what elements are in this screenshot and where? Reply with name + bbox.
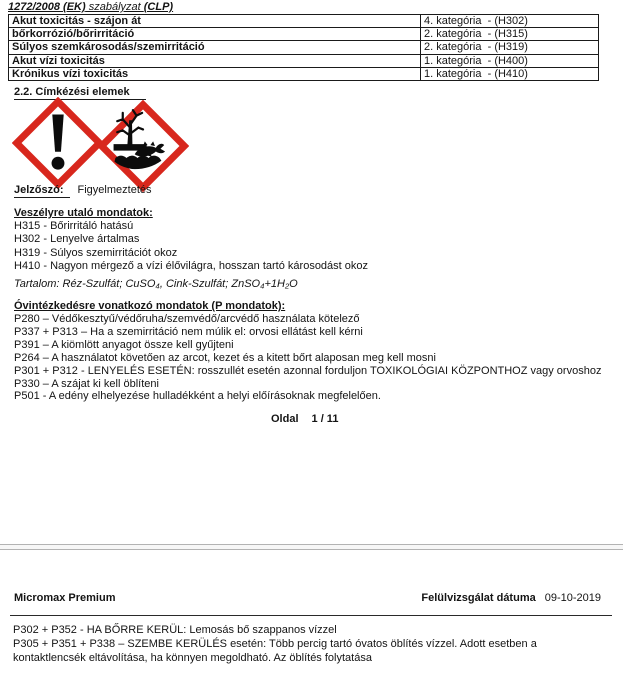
hazard-class-cell: Akut toxicitás - szájon át <box>9 15 421 28</box>
regulation-title-part: szabályzat <box>85 1 144 13</box>
ghs09-environment-icon <box>97 100 189 192</box>
hazard-statements-heading: Veszélyre utaló mondatok: <box>14 207 153 219</box>
signal-word-line <box>14 184 152 198</box>
page-break-separator <box>0 544 623 550</box>
revision-date-line <box>421 592 601 604</box>
precautionary-statement: P337 + P313 – Ha a szemirritáció nem múlik el: orvosi ellátást kell kérni <box>14 325 363 338</box>
regulation-title-part: 1272/2008 (EK) <box>8 1 86 13</box>
hazard-class-cell: Súlyos szemkárosodás/szemirritáció <box>9 41 421 54</box>
hazard-class-cell: Krónikus vízi toxicitás <box>9 67 421 80</box>
hazard-class-cell: bőrkorrózió/bőrirritáció <box>9 28 421 41</box>
precautionary-statements-heading: Óvintézkedésre vonatkozó mondatok (P mondatok): <box>14 300 286 312</box>
hazard-statements-block <box>14 206 368 274</box>
category-cell: 2. kategória - (H315) <box>421 28 599 41</box>
page-number <box>271 413 338 425</box>
signal-word-label: Jelzőszó: <box>14 184 70 198</box>
precautionary-statement: P264 – A használatot követően az arcot, kezet és a kitett bőrt alaposan meg kell mosni <box>14 351 436 364</box>
table-row <box>9 28 599 41</box>
table-row <box>9 15 599 28</box>
revision-date-value: 09-10-2019 <box>544 592 601 604</box>
page-number-label: Oldal <box>271 413 299 425</box>
category-cell: 1. kategória - (H400) <box>421 54 599 67</box>
precautionary-statement: P330 – A szájat ki kell öblíteni <box>14 377 159 390</box>
regulation-title <box>8 1 173 13</box>
section-heading: 2.2. Címkézési elemek <box>14 86 146 100</box>
precautionary-statement: P280 – Védőkesztyű/védőruha/szemvédő/arcvédő használata kötelező <box>14 313 360 325</box>
revision-date-label: Felülvizsgálat dátuma <box>421 592 536 604</box>
hazard-class-cell: Akut vízi toxicitás <box>9 54 421 67</box>
precautionary-statement: P391 – A kiömlött anyagot össze kell gyűjteni <box>14 338 234 351</box>
category-cell: 4. kategória - (H302) <box>421 15 599 28</box>
table-row <box>9 54 599 67</box>
hazard-statements-list <box>14 220 368 274</box>
contents-line: Tartalom: Réz-Szulfát; CuSO₄, Cink-Szulfát; ZnSO₄+1H₂O <box>14 278 298 290</box>
hazard-statement: H410 - Nagyon mérgező a vízi élővilágra, hosszan tartó károsodást okoz <box>14 260 369 273</box>
classification-table <box>8 14 599 81</box>
category-cell: 2. kategória - (H319) <box>421 41 599 54</box>
hazard-statement: H302 - Lenyelve ártalmas <box>14 233 140 246</box>
continued-statements-block <box>13 623 610 665</box>
regulation-title-part: (CLP) <box>143 1 174 13</box>
precautionary-statements-list <box>14 313 601 403</box>
precautionary-statements-block <box>14 299 601 403</box>
precautionary-statement: P302 + P352 - HA BŐRRE KERÜL: Lemosás bő szappanos vízzel <box>13 624 337 636</box>
page-number-value: 1 / 11 <box>311 413 339 425</box>
precautionary-statement: P305 + P351 + P338 – SZEMBE KERÜLÉS esetén: Több percig tartó óvatos öblítés vízzel. Adott esetben a kontaktlencsék eltávolítása, ha könnyen megoldható. Az öblítés folytatása <box>13 638 537 664</box>
hazard-statement: H315 - Bőrirritáló hatású <box>14 220 134 232</box>
precautionary-statement: P301 + P312 - LENYELÉS ESETÉN: rosszullét esetén azonnal forduljon TOXIKOLÓGIAI KÖZPONTHOZ vagy orvoshoz <box>14 364 602 377</box>
category-cell: 1. kategória - (H410) <box>421 67 599 80</box>
signal-word-value: Figyelmeztetés <box>77 184 152 196</box>
product-name: Micromax Premium <box>14 592 116 604</box>
table-row <box>9 67 599 80</box>
precautionary-statement: P501 - A edény elhelyezése hulladékként a helyi előírásoknak megfelelően. <box>14 390 381 403</box>
table-row <box>9 41 599 54</box>
ghs07-exclamation-icon <box>12 97 104 189</box>
footer-divider <box>10 615 612 616</box>
hazard-statement: H319 - Súlyos szemirritációt okoz <box>14 246 178 259</box>
ghs-pictograms <box>12 97 189 192</box>
